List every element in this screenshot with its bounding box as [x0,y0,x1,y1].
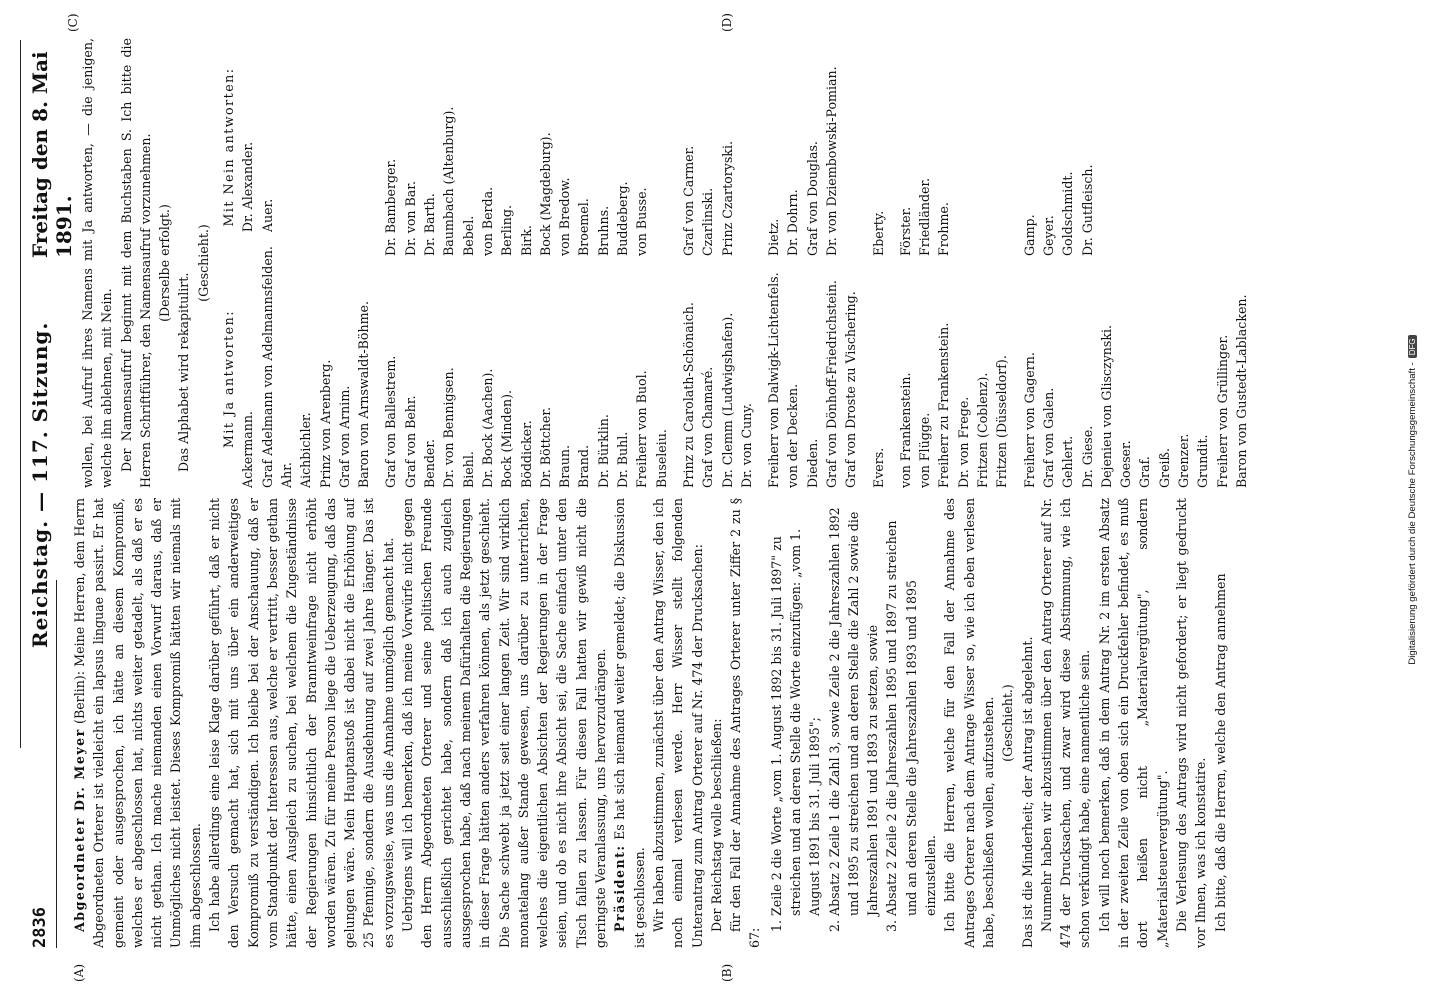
member-name: von Bredow. [557,177,573,256]
member-name: Berling. [499,205,515,256]
member-name: Dietz. [766,218,782,256]
member-name [841,38,860,256]
member-name: Graf von Droste zu Vischering. [843,291,859,488]
member-name [1232,38,1251,256]
member-name [1097,38,1116,256]
member-name [1174,38,1193,256]
member-name: Graf von Carmer. [680,145,696,256]
ja-list [1020,270,1252,488]
paragraph: Abgeordneter Dr. Meyer (Berlin): Meine Herren, dem Herrn Abgeordneten Orterer ist vielleicht ein lapsus linguae passirt. Er hat gemeint oder ausgesprochen, ich hätte an diesem Kompromiß, welches er abgeschlossen hat, nichts weiter getadelt, als daß er es nicht gethan. Ich mache niemanden einen Vorwurf daraus, daß er Unmögliches nicht leistet. Dieses Kompromiß hätten wir niemals mit ihm abgeschlossen. [72,498,203,948]
member-name: Dr. Giese. [1079,425,1095,488]
member-name: Graf von Galen. [1040,387,1056,488]
paragraph: Die Verlesung des Antrags wird nicht gefordert; er liegt gedruckt vor Ihnen, was ich konstatire. [1173,498,1209,948]
member-name [1135,38,1154,256]
nein-list [869,38,888,256]
ja-heading: Mit Ja antworten: [221,310,237,448]
member-name [737,38,756,256]
member-name: Förster. [897,206,913,256]
member-name: Dr. von Cuny. [738,403,754,488]
member-name [1213,38,1232,256]
member-name: Geyer. [1040,215,1056,256]
ja-list [896,270,1012,488]
speaker-name: Präsident: [612,844,628,932]
member-name: Birk. [518,225,534,256]
member-name: Graf von Douglas. [804,141,820,256]
member-name: Evers. [870,447,886,488]
member-name [652,38,671,256]
member-name: Böddicker. [518,420,534,488]
member-name: Czarlinski. [700,187,716,256]
member-name: Graf von Dönhoff-Friedrichstein. [823,280,839,488]
member-name [973,38,992,256]
member-name: Dieden. [804,438,820,488]
stage-direction: (Geschieht.) [1000,684,1016,762]
member-name: Dejenieu von Glisczynski. [1098,324,1114,488]
member-name: Freiherr von Buol. [634,370,650,488]
member-name: von der Decken. [785,383,801,488]
member-name: Bock (Magdeburg). [537,132,553,256]
paragraph: Der Namensaufruf beginnt mit dem Buchstaben S. Ich bitte die Herren Schriftführer, den Namensaufruf vorzunehmen. [118,38,153,488]
member-name: Dr. Bamberger. [383,158,399,256]
page-number: 2836 [30,907,50,948]
member-name: Graf von Arnim. [336,385,352,488]
member-name: Freiherr zu Frankenstein. [936,322,952,488]
member-name: Ackermann. [240,411,256,488]
member-name: Prinz Czartoryski. [719,141,735,256]
nein-list [679,38,756,256]
list-item: 3. Absatz 2 Zeile 2 die Jahreszahlen 1895 und 1897 zu streichen und an deren Stelle die Jahreszahlen 1893 und 1895 einzustellen. [884,520,939,932]
member-name [992,38,1011,256]
member-name: Goeser. [1118,440,1134,488]
member-name [335,38,354,232]
page-header [10,40,76,948]
list-item: 2. Absatz 2 Zeile 1 die Zahl 3, sowie Zeile 2 die Jahreszahlen 1892 und 1895 zu streichen und an deren Stelle die Zahl 2 sowie die Jahreszahlen 1891 und 1893 zu setzen, sowie [826,507,881,932]
member-name: Dr. Bock (Aachen). [479,368,495,488]
ja-list [679,270,756,488]
vote-headings [219,38,238,488]
nein-list [238,38,373,232]
member-name [1155,38,1174,256]
member-name [316,38,335,232]
paragraph: Ich bitte die Herren, welche für den Fall der Annahme des Antrages Orterer nach dem Antrage Wisser so, wie ich eben verlesen habe, beschließen wollen, aufzustehen. [942,498,996,948]
member-name: Dr. Alexander. [240,141,256,233]
vote-group [238,38,373,488]
vote-group [869,38,888,488]
header-rule [56,580,57,948]
member-name: Baumbach (Altenburg). [441,106,457,256]
member-name: Bock (Minden). [499,389,515,488]
member-name: von Frankenstein. [897,372,913,488]
vote-group [1020,38,1252,488]
page-title: Reichstag. — 117. Sitzung. [28,321,52,648]
page-date: Freitag den 8. Mai 1891. [28,51,76,258]
margin-marker-b: (B) [720,963,734,982]
member-name: Buddeberg. [615,181,631,256]
vote-group [896,38,1012,488]
member-name: von Berda. [479,186,495,256]
vote-group [381,38,670,488]
paragraph: Der Reichstag wolle beschließen: [708,718,724,932]
member-name: Fritzen (Coblenz). [975,372,991,488]
ja-list [381,270,670,488]
margin-marker-d: (D) [720,13,734,32]
nein-list [896,38,1012,256]
nein-list [764,38,860,256]
member-name: Freiherr von Dalwigk-Lichtenfels. [766,272,782,488]
member-name: Dr. Clemm (Ludwigshafen). [719,312,735,488]
member-name: Dr. von Frege. [955,396,971,488]
member-name: Bebel. [460,215,476,256]
member-name: Graf von Chamaré. [700,366,716,488]
member-name: Biehl. [460,451,476,488]
member-name: Prinz von Arenberg. [317,359,333,488]
dfg-logo: DFG [1408,335,1417,358]
right-column [78,38,1408,488]
member-name: Goldschmidt. [1060,171,1076,256]
member-name: Baron von Gustedt-Lablacken. [1233,294,1249,488]
member-name: Eberty. [870,210,886,256]
paragraph: Ich bitte, daß die Herren, welche den Antrag annehmen [1212,573,1228,932]
amendment-list [767,498,941,932]
paragraph: Uebrigens will ich bemerken, daß ich meine Vorwürfe nicht gegen den Herrn Abgeordneten Orterer und seine politischen Freunde ausschließlich gerichtet habe, sondern daß ich auch zugleich ausgesprochen habe, daß nach meinem Dafürhalten die Regierungen in dieser Frage hätten anders verfahren können, als jetzt geschieht. Die Sache schwebt ja jetzt seit einer langen Zeit. Wir sind wirklich monatelang außer Stande gewesen, uns darüber zu unterrichten, welches die eigentlichen Absichten der Regierungen in der Frage seien, und ob es nicht ihre Absicht sei, die Sache einfach unter den Tisch fallen zu lassen. Für diesen Fall hatten wir gewiß nicht die geringste Veranlassung, uns hervorzudrängen. [400,498,609,948]
member-name: Dr. Böttcher. [537,407,553,488]
member-name [1193,38,1212,256]
credit-text: Digitalisierung gefördert durch die Deutsche Forschungsgemeinschaft - [1407,362,1418,665]
member-name: Dr. von Dziembowski-Pomian. [823,66,839,256]
list-item: 1. Zeile 2 die Worte „vom 1. August 1892 bis 31. Juli 1897" zu streichen und an deren Stelle die Worte einzufügen: „vom 1. August 1891 bis 31. Juli 1895"; [768,528,823,932]
member-name: Friedländer. [917,177,933,256]
member-name: Braun. [557,444,573,488]
member-name: Ahr. [278,462,294,488]
member-name: Dr. von Bennigsen. [441,367,457,488]
digitization-credit [1407,0,1427,1000]
vote-group [764,38,860,488]
member-name: Frohme. [936,202,952,256]
member-name: Dr. Dohrn. [785,189,801,256]
member-name: Greiß. [1156,448,1172,488]
member-name: Aichbichler. [298,412,314,488]
stage-direction: (Derselbe erfolgt.) [157,204,173,322]
member-name: Auer. [259,198,275,233]
member-name [954,38,973,256]
paragraph: für den Fall der Annahme des Antrages Orterer unter Ziffer 2 zu § 67: [728,498,763,948]
nein-list [381,38,670,256]
ja-list [764,270,860,488]
speaker-name: Abgeordneter Dr. Meyer [72,728,87,932]
member-name: Dr. Gutfleisch. [1079,164,1095,256]
margin-marker-a: (A) [72,963,86,982]
member-name: Graf. [1137,456,1153,488]
vote-group [679,38,756,488]
left-column [70,498,1400,948]
header-rule [20,40,21,748]
stage-direction: (Geschieht.) [195,224,211,302]
member-name: Gehlert. [1060,435,1076,488]
member-name: Grundit. [1195,434,1211,488]
member-name [1116,38,1135,256]
member-name: Brand. [576,445,592,488]
member-name: Freiherr von Gagern. [1021,352,1037,488]
member-name: Buseleiu. [653,429,669,488]
member-name: Graf von Behr. [402,395,418,488]
member-name: Gamp. [1021,214,1037,256]
member-name [354,38,373,232]
nein-heading: Mit Nein antworten: [221,67,237,227]
member-name: Bruhns. [595,205,611,256]
member-name: Broemel. [576,198,592,256]
member-name: Graf von Ballestrem. [383,355,399,488]
paragraph: Ich habe allerdings eine leise Klage darüber geführt, daß er nicht den Versuch gemacht hat, sich mit uns über ein anderweitiges Kompromiß zu verständigen. Ich bleibe bei der Anschauung, daß er vom Standpunkt der Interessen aus, welche er vertritt, besser gethan hätte, einen Ausgleich zu suchen, bei welchem die Zugeständnisse der Regierungen hinsichtlich der Branntweinfrage nicht erhöht worden wären. Zu für meine Person liege die Ueberzeugung, daß das gelungen wäre. Mein Hauptanstoß ist dabei nicht die Erhöhung auf 25 Pfennige, sondern die Ausdehnung auf zwei Jahre länger. Das ist es vorzugsweise, was uns die Annahme unmöglich gemacht hat. [207,498,396,948]
nein-list [1020,38,1252,256]
member-name: Freiherr von Grüllinger. [1214,334,1230,488]
paragraph: Präsident: Es hat sich niemand weiter gemeldet; die Diskussion ist geschlossen. [612,498,647,948]
member-name [296,38,315,232]
member-name: Baron von Arnswaldt-Böhme. [356,300,372,488]
paragraph: Ich will noch bemerken, daß in dem Antrag Nr. 2 im ersten Absatz in der zweiten Zeile von oben sich ein Druckfehler befindet, es muß dort heißen nicht „Materialvergütung", sondern „Materialsteuervergütung". [1096,498,1170,948]
member-name: von Busse. [634,187,650,256]
margin-marker-c: (C) [66,13,80,32]
member-name: Dr. Barth. [422,193,438,256]
ja-list [869,270,888,488]
paragraph: wollen, bei Aufruf ihres Namens mit Ja antworten, — die jenigen, welche ihn ablehnen, mit Nein. [80,38,115,488]
member-name: Prinz zu Carolath-Schönaich. [680,302,696,488]
member-name: Bender. [422,439,438,488]
member-name: von Flügge. [917,412,933,488]
paragraph: Das ist die Minderheit; der Antrag ist abgelehnt. [1019,636,1035,948]
member-name: Grenzer. [1176,433,1192,488]
member-name: Dr. Buhl. [615,431,631,488]
member-name: Dr. Bürklin. [595,414,611,488]
paragraph: Nunmehr haben wir abzustimmen über den Antrag Orterer auf Nr. 474 der Drucksachen, und zwar wird diese Abstimmung, wie ich schon verkündigt habe, eine namentliche sein. [1038,498,1093,948]
member-name: Fritzen (Düsseldorf). [994,355,1010,488]
paragraph: Das Alphabet wird rekapitulirt. [176,272,192,472]
ja-list [238,246,373,488]
member-name: Graf Adelmann von Adelmannsfelden. [259,246,275,488]
member-name: Dr. von Bar. [402,181,418,256]
paragraph: Wir haben abzustimmen, zunächst über den Antrag Wisser, den ich noch einmal verlesen werde. Herr Wisser stellt folgenden Unterantrag zum Antrag Orterer auf Nr. 474 der Drucksachen: [650,498,705,948]
member-name [277,38,296,232]
